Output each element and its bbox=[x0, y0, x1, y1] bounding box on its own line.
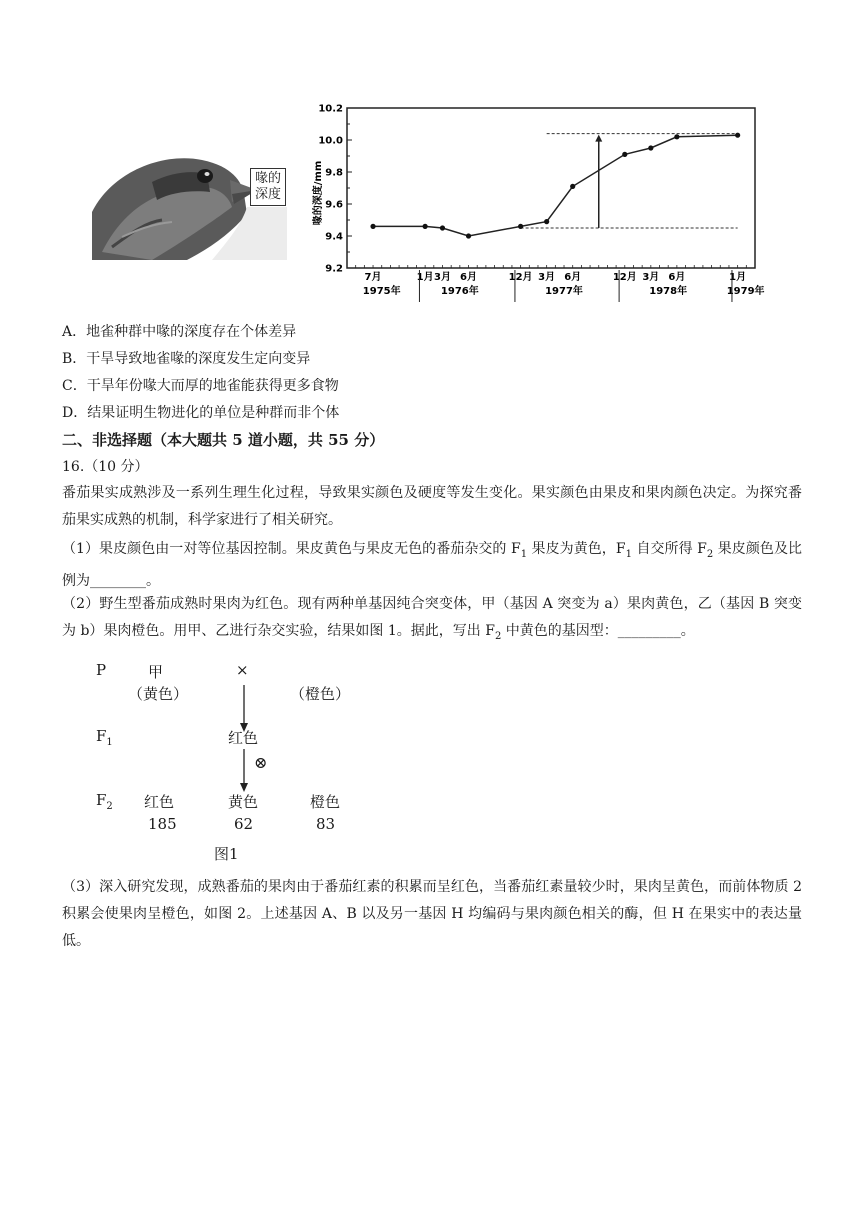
fig1-p-label: P bbox=[96, 661, 107, 679]
fig1-f2-letter: F bbox=[96, 791, 107, 809]
month-label: 1月 bbox=[729, 272, 747, 283]
data-point bbox=[570, 184, 575, 189]
data-points bbox=[370, 133, 740, 239]
figure-1-cross-diagram bbox=[90, 655, 390, 865]
year-labels bbox=[363, 284, 765, 297]
fig1-jia-color: （黄色） bbox=[128, 685, 189, 703]
month-label: 1月 bbox=[416, 272, 434, 283]
data-point bbox=[466, 233, 471, 238]
fig1-f2-orange: 橙色 bbox=[310, 793, 341, 811]
part1-sub-f1b: 1 bbox=[625, 548, 632, 560]
y-tick-label: 9.4 bbox=[325, 231, 343, 243]
y-tick-label: 10.0 bbox=[318, 135, 343, 147]
month-label: 3月 bbox=[538, 272, 556, 283]
increase-arrowhead bbox=[595, 135, 602, 142]
data-point bbox=[674, 134, 679, 139]
part1-sub-f2: 2 bbox=[706, 548, 714, 560]
fig1-f2-sub: 2 bbox=[106, 801, 113, 812]
question-16-header: 16.（10 分） bbox=[62, 459, 149, 475]
fig1-f2-orange-count: 83 bbox=[316, 815, 336, 833]
question-16-part1 bbox=[62, 536, 802, 595]
year-label: 1976年 bbox=[440, 286, 479, 297]
fig1-caption: 图1 bbox=[214, 845, 239, 863]
data-point bbox=[518, 224, 523, 229]
part2-text-a: （2）野生型番茄成熟时果肉为红色。现有两种单基因纯合突变体，甲（基因 A 突变为 a）果肉黄色，乙（基因 B 突变为 b）果肉橙色。用甲、乙进行杂交实验，结果如图 1。据此，写出 F bbox=[62, 596, 802, 639]
month-label: 6月 bbox=[668, 272, 686, 283]
option-d: D．结果证明生物进化的单位是种群而非个体 bbox=[62, 405, 340, 421]
year-label: 1978年 bbox=[649, 286, 688, 297]
year-label: 1977年 bbox=[545, 286, 583, 297]
fig1-f2-label bbox=[96, 791, 113, 812]
beak-depth-chart bbox=[305, 98, 785, 308]
month-label: 6月 bbox=[564, 272, 582, 283]
part1-sub-f1a: 1 bbox=[520, 548, 528, 560]
option-c: C．干旱年份喙大而厚的地雀能获得更多食物 bbox=[62, 378, 339, 394]
part2-sub-f2: 2 bbox=[494, 630, 502, 642]
part1-text-c: 自交所得 F bbox=[631, 541, 707, 557]
data-point bbox=[440, 225, 445, 230]
y-tick-label: 9.2 bbox=[325, 263, 343, 275]
month-label: 3月 bbox=[434, 272, 451, 283]
part2-text-b: 中黄色的基因型：_________。 bbox=[501, 623, 695, 639]
fig1-jia: 甲 bbox=[148, 663, 164, 681]
data-point bbox=[622, 152, 627, 157]
plot-frame bbox=[347, 108, 755, 268]
y-axis-label: 喙的深度/mm bbox=[313, 160, 324, 226]
fig1-yi-color: （橙色） bbox=[290, 685, 351, 703]
month-label: 3月 bbox=[642, 272, 660, 283]
y-tick-label: 10.2 bbox=[318, 103, 343, 115]
fig1-self-symbol: ⊗ bbox=[254, 753, 268, 772]
beak-depth-label bbox=[250, 168, 286, 206]
fig1-f1-letter: F bbox=[96, 727, 107, 745]
fig1-f2-yellow: 黄色 bbox=[228, 793, 259, 811]
fig1-f1-phenotype: 红色 bbox=[228, 729, 259, 747]
fig1-arrow-p-to-f1 bbox=[238, 685, 250, 733]
month-label: 12月 bbox=[612, 272, 637, 283]
fig1-f2-yellow-count: 62 bbox=[234, 815, 254, 833]
year-label: 1979年 bbox=[726, 286, 765, 297]
fig1-f1-label bbox=[96, 727, 113, 748]
y-tick-label: 9.6 bbox=[325, 199, 343, 211]
question-16-intro: 番茄果实成熟涉及一系列生理生化过程，导致果实颜色及硬度等发生变化。果实颜色由果皮和果肉颜色决定。为探究番茄果实成熟的机制，科学家进行了相关研究。 bbox=[62, 485, 802, 528]
part1-text-a: （1）果皮颜色由一对等位基因控制。果皮黄色与果皮无色的番茄杂交的 F bbox=[62, 541, 521, 557]
year-label: 1975年 bbox=[362, 286, 401, 297]
part1-text-d: 果皮颜色及比例为________。 bbox=[62, 541, 802, 589]
part1-text-b: 果皮为黄色，F bbox=[527, 541, 626, 557]
fig1-arrow-f1-to-f2 bbox=[238, 749, 250, 793]
fig1-cross-symbol: × bbox=[236, 661, 249, 679]
option-a: A．地雀种群中喙的深度存在个体差异 bbox=[62, 324, 297, 340]
data-point bbox=[648, 145, 653, 150]
month-label: 7月 bbox=[364, 272, 382, 283]
fig1-f1-sub: 1 bbox=[106, 737, 113, 748]
section-title: 二、非选择题（本大题共 5 道小题，共 55 分） bbox=[62, 431, 385, 449]
data-point bbox=[735, 133, 740, 138]
beak-depth-label-line2: 深度 bbox=[254, 187, 281, 202]
data-point bbox=[544, 219, 549, 224]
beak-depth-label-line1: 喙的 bbox=[254, 171, 281, 186]
option-b: B．干旱导致地雀喙的深度发生定向变异 bbox=[62, 351, 311, 367]
month-labels bbox=[365, 270, 747, 283]
month-label: 12月 bbox=[508, 272, 533, 283]
month-label: 6月 bbox=[460, 272, 478, 283]
data-point bbox=[370, 224, 375, 229]
series-line bbox=[373, 135, 738, 236]
y-tick-label: 9.8 bbox=[325, 167, 343, 179]
fig1-f2-red: 红色 bbox=[144, 793, 175, 811]
data-point bbox=[423, 224, 428, 229]
question-16-part3: （3）深入研究发现，成熟番茄的果肉由于番茄红素的积累而呈红色，当番茄红素量较少时，果肉呈黄色，而前体物质 2 积累会使果肉呈橙色，如图 2。上述基因 A、B 以及另一基因 H 均编码与果肉颜色相关的酶，但 H 在果实中的表达量低。 bbox=[62, 879, 802, 949]
fig1-f2-red-count: 185 bbox=[148, 815, 177, 833]
question-16-part2 bbox=[62, 591, 802, 650]
